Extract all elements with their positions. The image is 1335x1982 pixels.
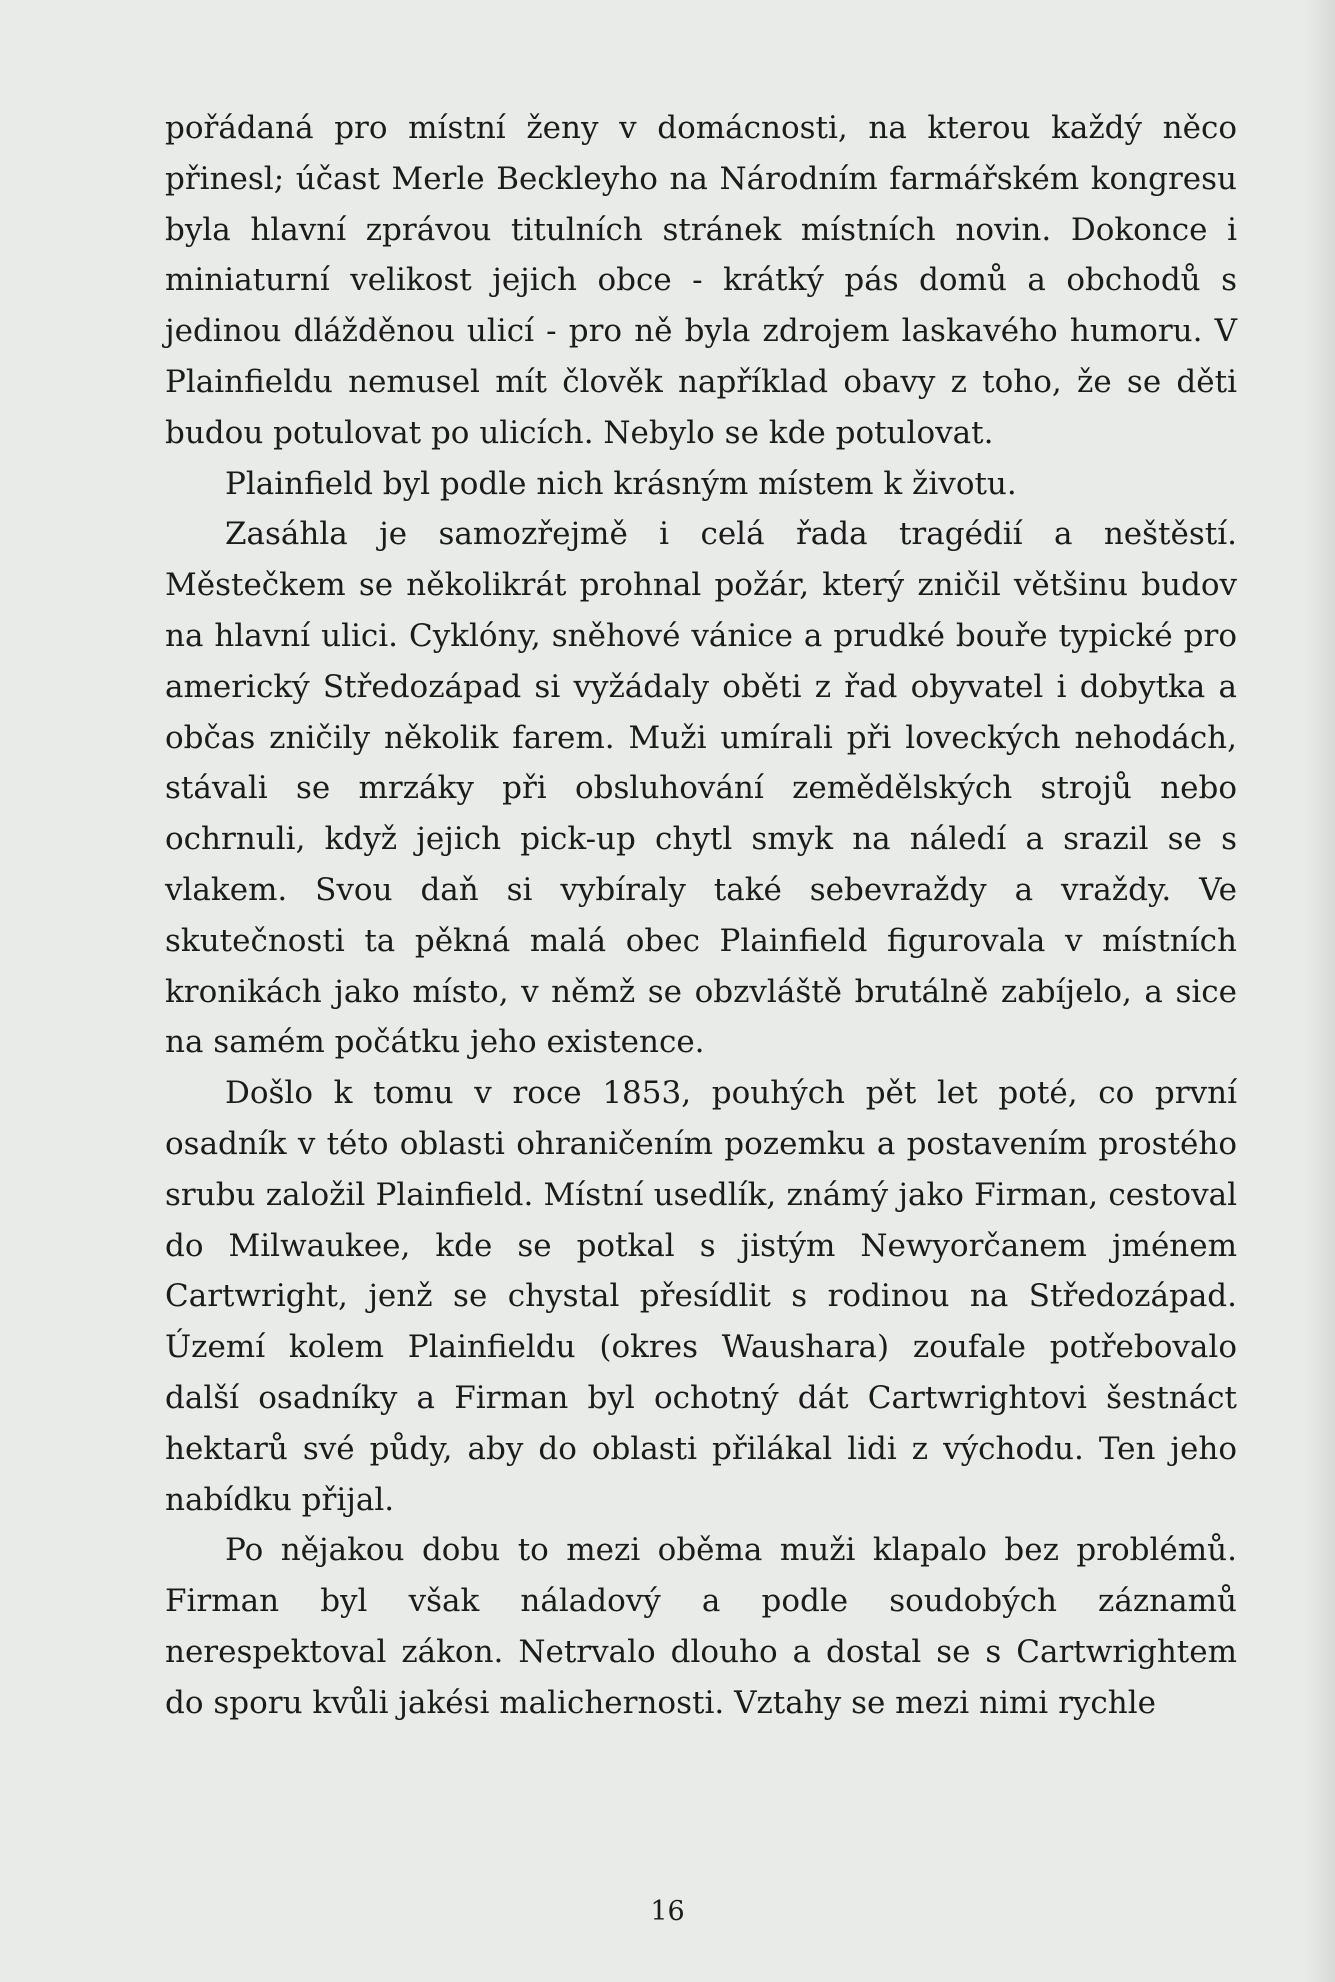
paragraph-4: Došlo k tomu v roce 1853, pouhých pět let poté, co první osadník v této oblasti ohraničením pozemku a postavením prostého srubu založil Plainfield. Místní usedlík, známý jako Firman, cestoval do Milwaukee, kde se potkal s jistým Newyorčanem jménem Cartwright, jenž se chystal přesídlit s rodinou na Středozápad. Území kolem Plainfieldu (okres Waushara) zoufale potřebovalo další osadníky a Firman byl ochotný dát Cartwrightovi šestnáct hektarů své půdy, aby do oblasti přilákal lidi z východu. Ten jeho nabídku přijal. (165, 1075, 1237, 1518)
paragraph-5: Po nějakou dobu to mezi oběma muži klapalo bez problémů. Firman byl však náladový a podle soudobých záznamů nerespektoval zákon. Netrvalo dlouho a dostal se s Cartwrightem do sporu kvůli jakési malichernosti. Vztahy se mezi nimi rychle (165, 1532, 1237, 1721)
page-edge-shadow (1305, 0, 1335, 1982)
body-text (165, 103, 1237, 1729)
paragraph-2: Plainfield byl podle nich krásným místem k životu. (225, 465, 1017, 502)
page-number: 16 (650, 1896, 685, 1927)
paragraph-3: Zasáhla je samozřejmě i celá řada tragédií a neštěstí. Městečkem se několikrát prohnal požár, který zničil většinu budov na hlavní ulici. Cyklóny, sněhové vánice a prudké bouře typické pro americký Středozápad si vyžádaly oběti z řad obyvatel i dobytka a občas zničily několik farem. Muži umírali při loveckých nehodách, stávali se mrzáky při obsluhování zemědělských strojů nebo ochrnuli, když jejich pick-up chytl smyk na náledí a srazil se s vlakem. Svou daň si vybíraly také sebevraždy a vraždy. Ve skutečnosti ta pěkná malá obec Plainfield figurovala v místních kronikách jako místo, v němž se obzvláště brutálně zabíjelo, a sice na samém počátku jeho existence. (165, 516, 1237, 1061)
paragraph-1: pořádaná pro místní ženy v domácnosti, na kterou každý něco přinesl; účast Merle Beckleyho na Národním farmářském kongresu byla hlavní zprávou titulních stránek místních novin. Dokonce i miniaturní velikost jejich obce - krátký pás domů a obchodů s jedinou dlážděnou ulicí - pro ně byla zdrojem laskavého humoru. V Plainfieldu nemusel mít člověk například obavy z toho, že se děti budou potulovat po ulicích. Nebylo se kde potulovat. (165, 110, 1237, 451)
